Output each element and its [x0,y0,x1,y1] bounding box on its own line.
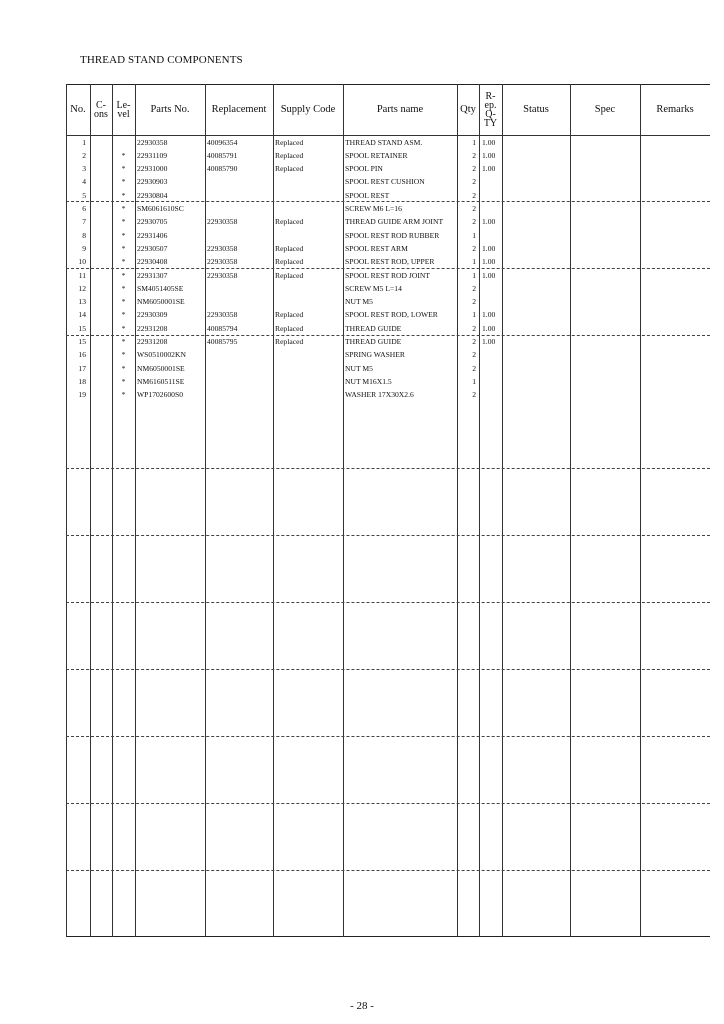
cell-supply-code [275,282,343,296]
cell-supply-code: Replaced [275,137,304,147]
cell-rep-qty [482,189,502,203]
cell-replacement [207,375,273,389]
cell-supply-code [275,189,343,203]
cell-replacement: 22930358 [207,310,238,320]
cell-parts-name: SCREW M5 L=14 [345,283,402,293]
column-divider [640,84,641,937]
cell-replacement [207,175,273,189]
header-rep-qty-line4: TY [483,117,498,129]
cell-supply-code: Replaced [275,150,304,160]
cell-level: * [121,270,126,280]
cell-supply-code [275,175,343,189]
cell-no: 7 [82,217,86,227]
cell-parts-no: NM6160511SE [137,376,185,386]
cell-parts-name: SPOOL REST CUSHION [345,177,425,187]
cell-qty: 1 [472,376,476,386]
cell-no: 1 [82,137,86,147]
cell-parts-no: 22930705 [137,217,168,227]
cell-supply-code [275,229,343,243]
cell-qty: 1 [472,270,476,280]
cell-level: * [121,230,126,240]
header-cons-line2: ons [94,108,108,120]
cell-level: * [121,323,126,333]
cell-parts-name: SCREW M6 L=16 [345,204,402,213]
cell-supply-code: Replaced [275,323,304,333]
header-rep-qty-line3: Q- [485,108,496,120]
cell-level: * [121,283,126,293]
cell-replacement [207,229,273,243]
header-parts-no: Parts No. [150,104,190,115]
cell-replacement [207,388,273,402]
cell-qty: 1 [472,310,476,320]
cell-no: 17 [78,363,86,373]
header-qty: Qty [460,104,476,115]
cell-no: 15 [78,323,86,333]
cell-replacement [207,362,273,376]
cell-parts-name: THREAD STAND ASM. [345,137,423,147]
column-divider [205,84,206,937]
cell-rep-qty [482,362,502,376]
cell-no: 12 [78,283,86,293]
cell-replacement [207,348,273,362]
cell-parts-name: SPRING WASHER [345,350,405,360]
cell-supply-code: Replaced [275,164,304,174]
cell-parts-no: 22931000 [137,164,168,174]
cell-replacement: 40085795 [207,337,238,346]
header-status: Status [523,104,549,115]
header-supply-code: Supply Code [280,104,336,115]
cell-replacement [207,189,273,203]
cell-level: * [121,217,126,227]
cell-parts-name: SPOOL PIN [345,164,383,174]
cell-rep-qty: 1.00 [482,217,496,227]
cell-parts-no: 22930903 [137,177,168,187]
header-level-line1: Le- [116,99,131,111]
cell-parts-name: THREAD GUIDE [345,337,402,346]
cell-qty: 2 [472,243,476,253]
cell-level: * [121,177,126,187]
cell-no: 4 [82,177,86,187]
cell-replacement: 40085790 [207,164,238,174]
header-parts-name: Parts name [376,104,424,115]
header-replacement: Replacement [211,104,267,115]
group-separator [66,468,710,469]
cell-parts-name: NUT M5 [345,363,373,373]
cell-rep-qty [482,295,502,309]
cell-level [112,136,135,150]
cell-replacement: 40085794 [207,323,238,333]
cell-supply-code: Replaced [275,217,304,227]
cell-supply-code [275,388,343,402]
column-divider [570,84,571,937]
cell-qty: 2 [472,283,476,293]
cell-parts-name: SPOOL REST ROD, LOWER [345,310,438,320]
cell-supply-code [275,348,343,362]
cell-rep-qty: 1.00 [482,243,496,253]
cell-supply-code [275,202,343,216]
column-divider [343,84,344,937]
cell-parts-no: WS0510002KN [137,350,186,360]
cell-no: 8 [82,230,86,240]
cell-no: 13 [78,297,86,307]
cell-level: * [121,150,126,160]
cell-parts-name: NUT M5 [345,297,373,307]
cell-parts-name: SPOOL REST ROD, UPPER [345,257,435,267]
cell-parts-name: SPOOL RETAINER [345,150,408,160]
cell-qty: 2 [472,190,476,200]
header-cons-line1: C- [96,99,106,111]
cell-supply-code: Replaced [275,257,304,267]
group-separator [66,870,710,871]
cell-parts-no: 22930804 [137,190,168,200]
header-rep-qty-line1: R- [485,90,496,102]
column-divider [90,84,91,937]
cell-replacement: 40096354 [207,137,238,147]
cell-no: 14 [78,310,86,320]
cell-no: 11 [78,270,86,280]
cell-level: * [121,204,126,213]
cell-rep-qty [482,175,502,189]
cell-qty: 2 [472,217,476,227]
column-divider [502,84,503,937]
cell-parts-name: SPOOL REST ARM [345,243,408,253]
cell-level: * [121,243,126,253]
cell-replacement: 22930358 [207,257,238,267]
cell-rep-qty: 1.00 [482,270,496,280]
cell-no: 19 [78,390,86,400]
cell-no: 10 [78,257,86,267]
cell-level: * [121,257,126,267]
group-separator [66,736,710,737]
cell-rep-qty [482,388,502,402]
group-separator [66,669,710,670]
cell-qty: 1 [472,137,476,147]
cell-parts-no: 22931109 [137,150,168,160]
cell-supply-code [275,375,343,389]
cell-supply-code: Replaced [275,243,304,253]
header-rep-qty-line2: ep. [484,99,497,111]
cell-parts-no: NM6050001SE [137,363,185,373]
cell-parts-name: NUT M16X1.5 [345,376,392,386]
cell-replacement: 22930358 [207,243,238,253]
cell-parts-name: THREAD GUIDE ARM JOINT [345,217,444,227]
cell-replacement: 22930358 [207,217,238,227]
cell-qty: 1 [472,230,476,240]
header-no: No. [70,104,86,115]
cell-replacement: 40085791 [207,150,238,160]
group-separator [66,803,710,804]
cell-no: 16 [78,350,86,360]
header-spec: Spec [594,104,616,115]
cell-qty: 2 [472,164,476,174]
cell-supply-code: Replaced [275,310,304,320]
group-separator [66,602,710,603]
cell-rep-qty [482,348,502,362]
cell-level: * [121,310,126,320]
cell-parts-no: 22931307 [137,270,168,280]
cell-level: * [121,190,126,200]
cell-qty: 2 [472,323,476,333]
cell-level: * [121,337,126,346]
cell-qty: 2 [472,204,476,213]
header-rep-qty [479,84,502,135]
cell-level: * [121,390,126,400]
header-level [112,84,135,135]
cell-parts-no: 22931406 [137,230,168,240]
cell-parts-name: SPOOL REST ROD JOINT [345,270,431,280]
cell-no: 15 [78,337,86,346]
cell-qty: 2 [472,337,476,346]
cell-qty: 2 [472,177,476,187]
cell-qty: 2 [472,150,476,160]
cell-qty: 2 [472,363,476,373]
cell-level: * [121,376,126,386]
cell-qty: 1 [472,257,476,267]
cell-rep-qty [482,229,502,243]
cell-parts-name: SPOOL REST ROD RUBBER [345,230,440,240]
cell-parts-no: SM4051405SE [137,283,184,293]
cell-supply-code: Replaced [275,270,304,280]
cell-rep-qty [482,202,502,216]
cell-no: 9 [82,243,86,253]
cell-rep-qty: 1.00 [482,337,496,346]
column-divider [479,84,480,937]
column-divider [273,84,274,937]
cell-supply-code: Replaced [275,337,304,346]
cell-parts-no: 22931208 [137,337,168,346]
cell-rep-qty: 1.00 [482,164,496,174]
cell-parts-name: WASHER 17X30X2.6 [345,390,414,400]
cell-level: * [121,164,126,174]
cell-level: * [121,297,126,307]
cell-no: 2 [82,150,86,160]
header-level-line2: vel [117,108,130,120]
cell-level: * [121,363,126,373]
cell-parts-no: 22930309 [137,310,168,320]
cell-replacement [207,202,273,216]
parts-table [66,84,710,937]
group-separator [66,535,710,536]
cell-rep-qty: 1.00 [482,257,496,267]
cell-replacement [207,295,273,309]
cell-qty: 2 [472,297,476,307]
cell-parts-no: 22930507 [137,243,168,253]
cell-parts-no: 22930408 [137,257,168,267]
cell-parts-name: THREAD GUIDE [345,323,402,333]
cell-supply-code [275,295,343,309]
cell-rep-qty: 1.00 [482,310,496,320]
cell-rep-qty [482,282,502,296]
page-number: - 28 - [350,1000,374,1012]
page-title: THREAD STAND COMPONENTS [80,54,243,66]
cell-rep-qty: 1.00 [482,137,496,147]
cell-parts-name: SPOOL REST [345,190,390,200]
column-divider [135,84,136,937]
cell-no: 3 [82,164,86,174]
cell-replacement: 22930358 [207,270,238,280]
cell-rep-qty: 1.00 [482,150,496,160]
cell-parts-no: 22930358 [137,137,168,147]
cell-no: 18 [78,376,86,386]
cell-qty: 2 [472,390,476,400]
cell-parts-no: SM6061610SC [137,204,184,213]
cell-replacement [207,282,273,296]
cell-parts-no: 22931208 [137,323,168,333]
cell-parts-no: WP1702600S0 [137,390,183,400]
cell-rep-qty [482,375,502,389]
header-remarks: Remarks [656,104,694,115]
cell-level: * [121,350,126,360]
cell-rep-qty: 1.00 [482,323,496,333]
cell-qty: 2 [472,350,476,360]
cell-parts-no: NM6050001SE [137,297,185,307]
cell-supply-code [275,362,343,376]
header-cons [90,84,112,135]
cell-no: 5 [82,190,86,200]
cell-no: 6 [82,204,86,213]
